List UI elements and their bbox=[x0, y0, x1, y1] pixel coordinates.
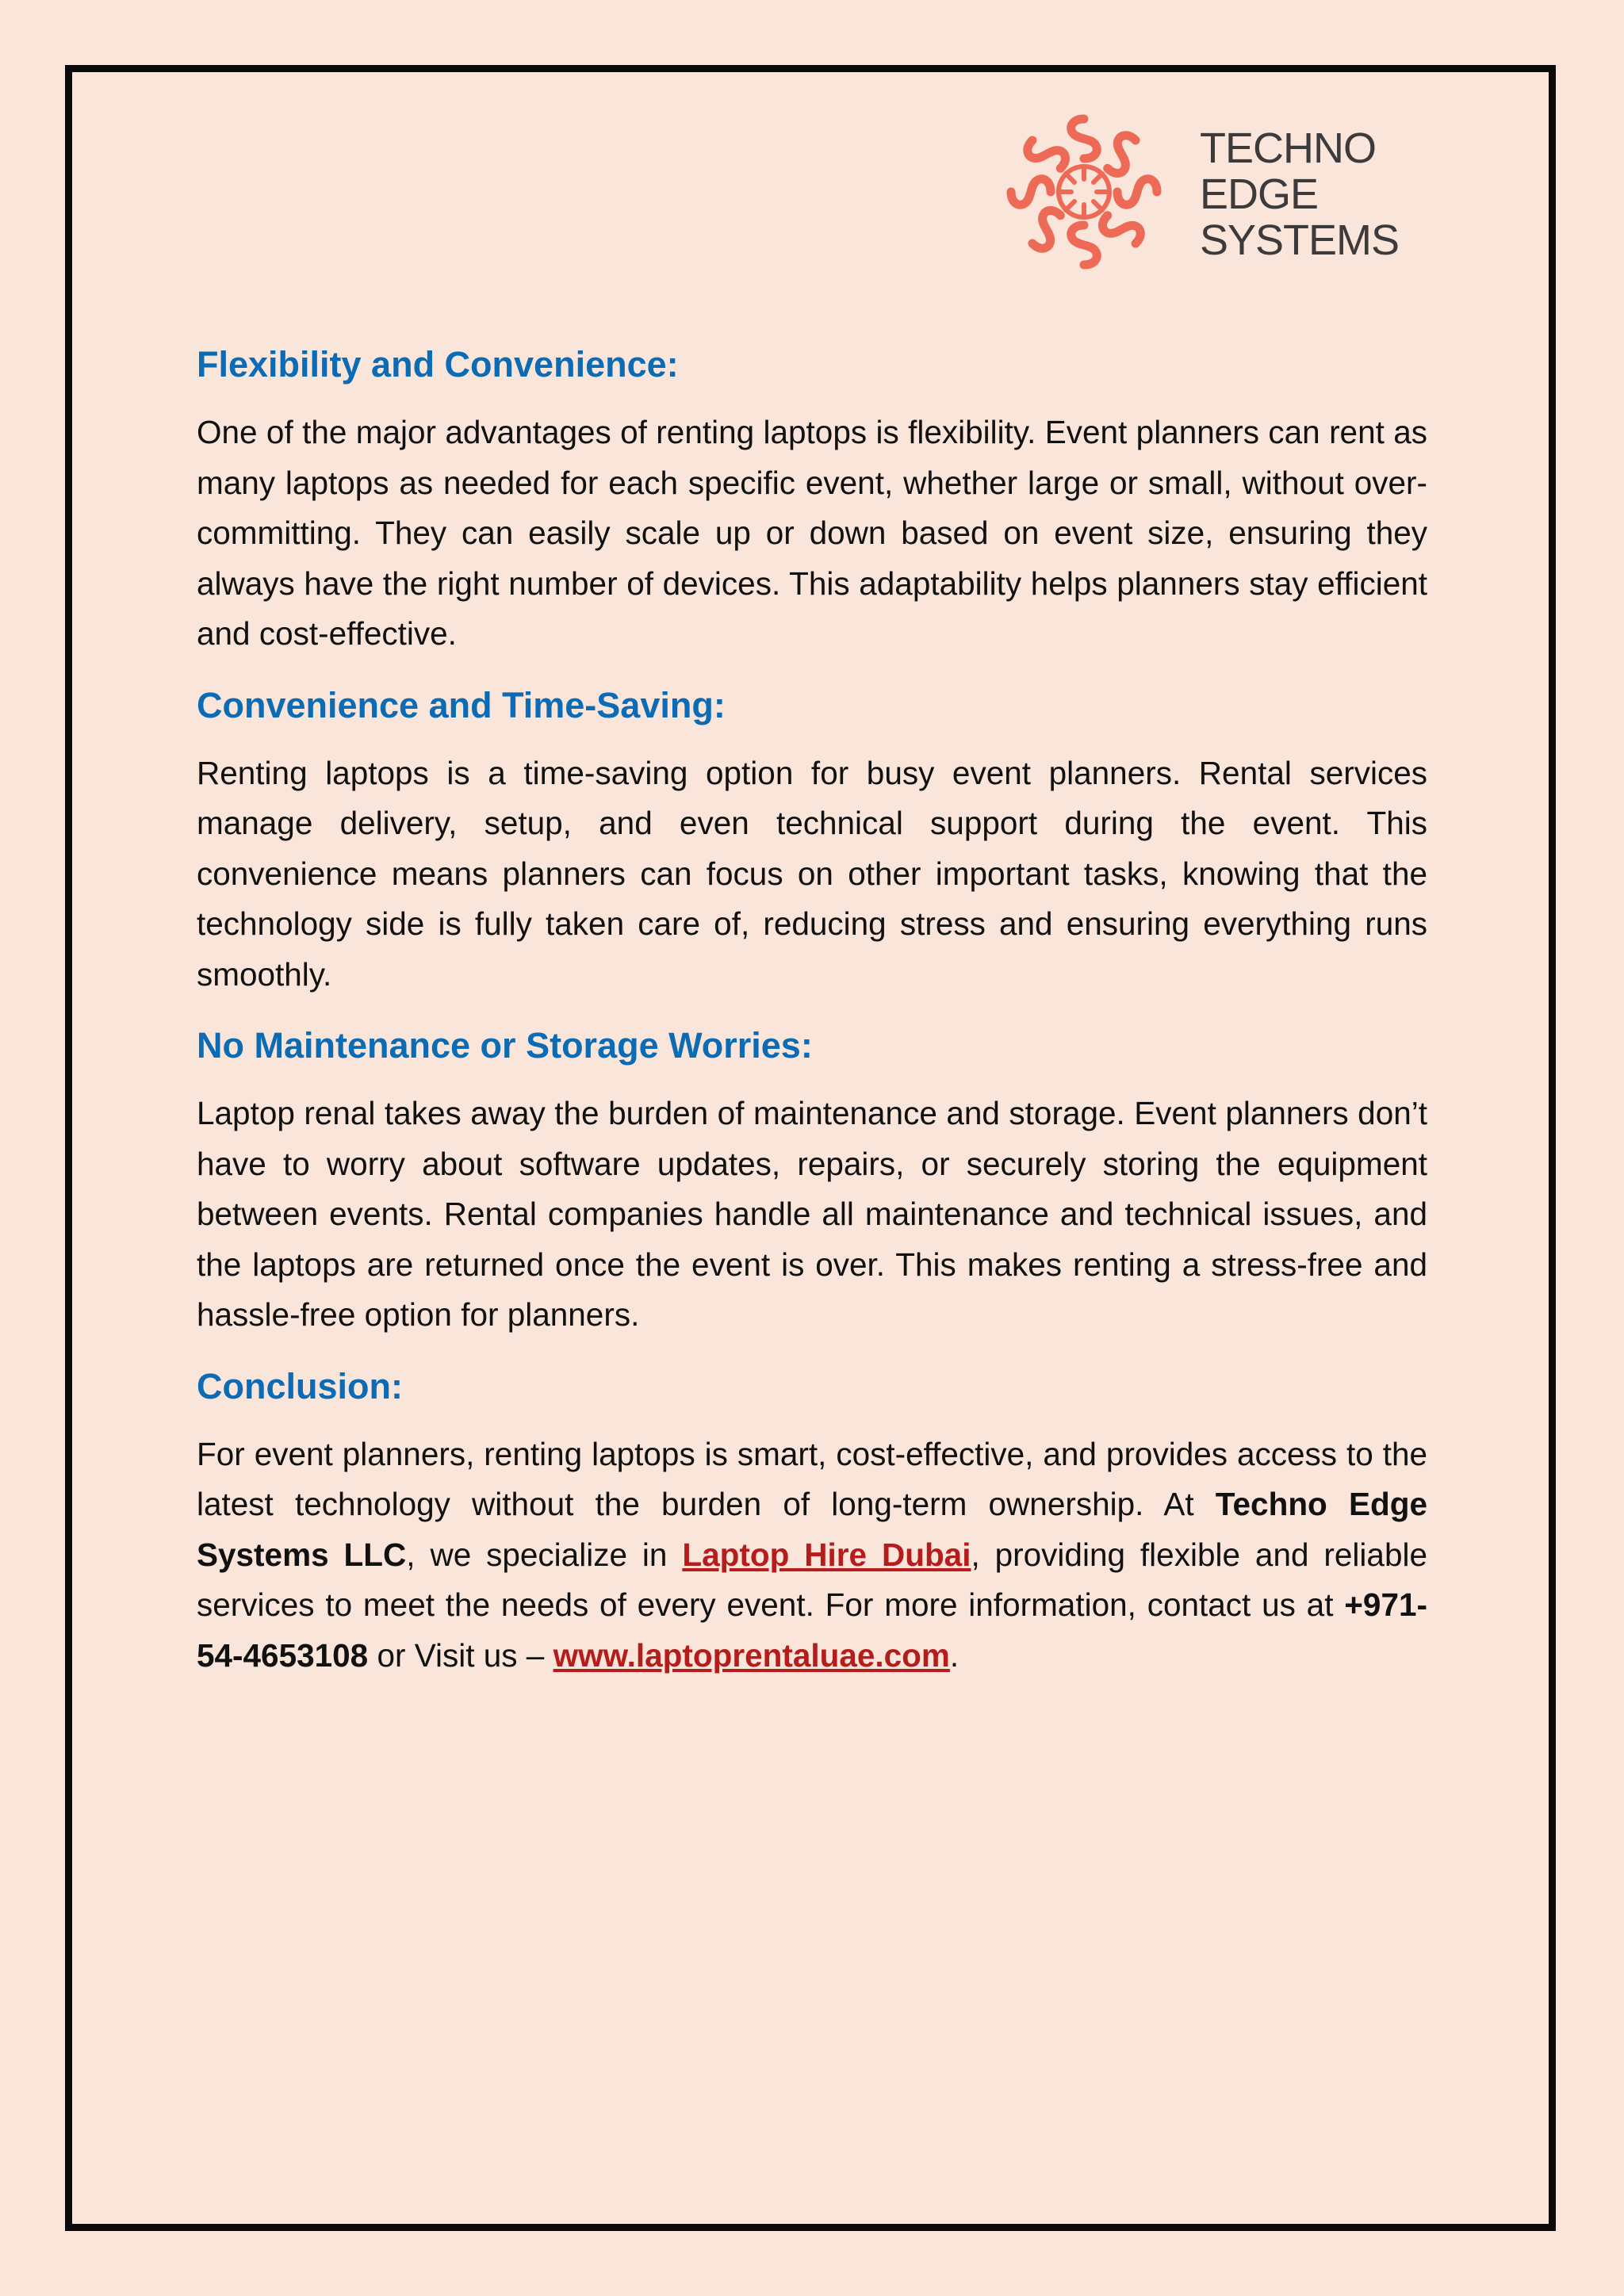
section-body-conclusion bbox=[197, 1429, 1427, 1682]
section-heading-flexibility: Flexibility and Convenience: bbox=[197, 344, 679, 385]
section-heading-maintenance: No Maintenance or Storage Worries: bbox=[197, 1025, 813, 1066]
phone-number: +971-54-4653108 bbox=[197, 1586, 1427, 1674]
section-body-flexibility: One of the major advantages of renting laptops is flexibility. Event planners can rent as many laptops as needed for each specific event, whether large or small, without over-committing. They can easily scale up or down based on event size, ensuring they always have the right number of devices. This adaptability helps planners stay efficient and cost-effective. bbox=[197, 414, 1427, 652]
conclusion-text-1: For event planners, renting laptops is smart, cost-effective, and provides access to the latest technology without the burden of long-term ownership. At bbox=[197, 1435, 1427, 1522]
conclusion-text-2: , we specialize in bbox=[406, 1536, 683, 1573]
conclusion-text-3: , providing flexible and reliable services to meet the needs of every event. For more information, contact us at bbox=[197, 1536, 1427, 1623]
logo-line-3: SYSTEMS bbox=[1200, 216, 1400, 264]
techno-edge-systems-logo-icon bbox=[995, 103, 1174, 281]
laptop-hire-dubai-link[interactable]: Laptop Hire Dubai bbox=[682, 1536, 971, 1573]
section-heading-conclusion: Conclusion: bbox=[197, 1365, 403, 1406]
logo-line-2: EDGE bbox=[1200, 170, 1319, 218]
company-logo bbox=[995, 103, 1408, 281]
conclusion-text-4: or Visit us – bbox=[368, 1636, 553, 1674]
article-content bbox=[197, 333, 1427, 1695]
section-body-maintenance: Laptop renal takes away the burden of maintenance and storage. Event planners don’t have to worry about software updates, repairs, or securely storing the equipment between events. Rental companies handle all maintenance and technical issues, and the laptops are returned once the event is over. This makes renting a stress-free and hassle-free option for planners. bbox=[197, 1095, 1427, 1333]
logo-line-1: TECHNO bbox=[1200, 124, 1376, 172]
company-name: Techno Edge Systems LLC bbox=[197, 1486, 1427, 1573]
website-link[interactable]: www.laptoprentaluae.com bbox=[553, 1636, 950, 1674]
section-body-time-saving: Renting laptops is a time-saving option for busy event planners. Rental services manage delivery, setup, and even technical support during the event. This convenience means planners can focus on other important tasks, knowing that the technology side is fully taken care of, reducing stress and ensuring everything runs smoothly. bbox=[197, 754, 1427, 993]
logo-wordmark bbox=[1200, 125, 1399, 263]
conclusion-text-5: . bbox=[949, 1636, 959, 1674]
section-heading-time-saving: Convenience and Time-Saving: bbox=[197, 684, 726, 725]
